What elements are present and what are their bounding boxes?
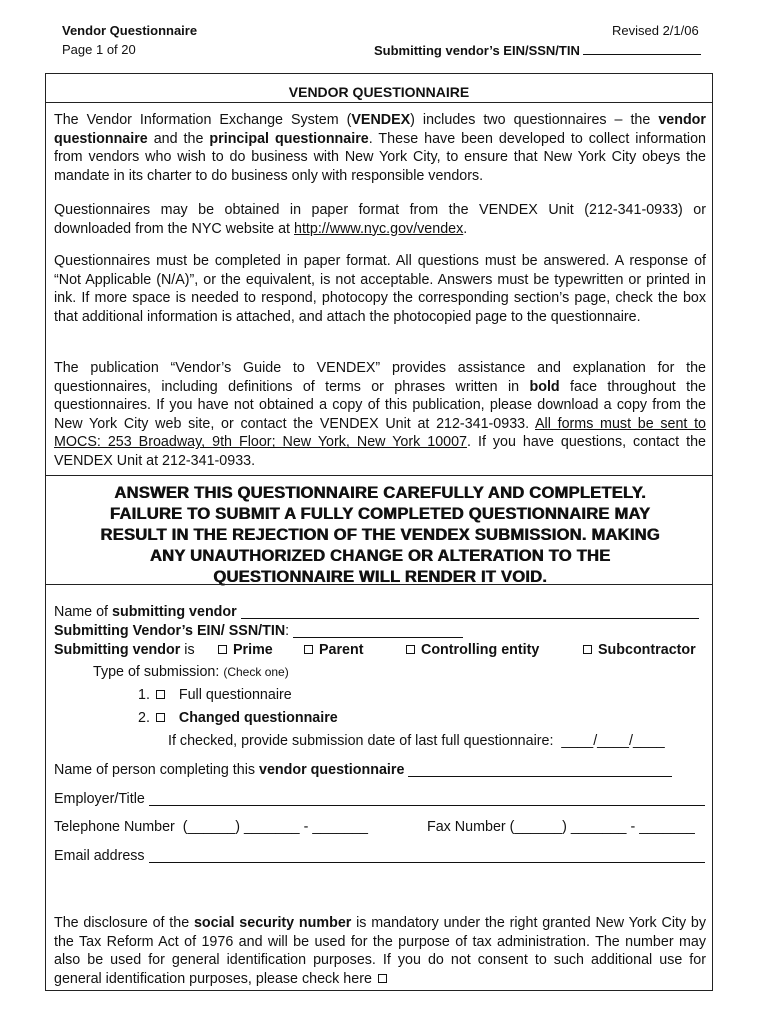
option-changed-questionnaire[interactable]: 2. Changed questionnaire — [138, 710, 338, 726]
option-full-questionnaire[interactable]: 1. Full questionnaire — [138, 687, 292, 703]
warning-notice: ANSWER THIS QUESTIONNAIRE CAREFULLY AND COMPLETELY. FAILURE TO SUBMIT A FULLY COMPLETED QUESTIONNAIRE MAY RESULT IN THE REJECTION OF THE VENDEX SUBMISSION. MAKING ANY UNAUTHORIZED CHANGE OR ALTERATION TO THE QUESTIONNAIRE WILL RENDER IT VOID. — [100, 483, 660, 586]
no-consent-checkbox[interactable] — [378, 974, 387, 983]
intro-paragraph: The Vendor Information Exchange System (VENDEX) includes two questionnaires – the vendor questionnaire and the principal questionnaire. These have been developed to collect information from vendors who wish to do business with New York City, to ensure that New York City obeys the mandate in its charter to do business only with responsible vendors. — [54, 112, 706, 184]
prime-checkbox[interactable] — [218, 645, 227, 654]
page-number: Page 1 of 20 — [62, 42, 136, 57]
questionnaire-form — [45, 73, 713, 991]
parent-checkbox[interactable] — [304, 645, 313, 654]
completion-paragraph: Questionnaires must be completed in paper format. All questions must be answered. A response of “Not Applicable (N/A)”, or the equivalent, is not acceptable. Answers must be typewritten or printed in ink. If more space is needed to respond, photocopy the corresponding section’s page, check the box that additional information is attached, and attach the photocopied page to the questionnaire. — [54, 253, 706, 325]
full-questionnaire-checkbox[interactable] — [156, 690, 165, 699]
vendex-link[interactable]: http://www.nyc.gov/vendex — [294, 220, 464, 237]
divider — [46, 475, 712, 476]
divider — [46, 584, 712, 585]
changed-questionnaire-checkbox[interactable] — [156, 713, 165, 722]
submitting-vendor-name-field[interactable]: Name of submitting vendor — [54, 604, 699, 620]
form-title: VENDOR QUESTIONNAIRE — [288, 84, 470, 100]
vendor-type-row: Submitting vendor is Prime Parent Controlling entity Subcontractor — [54, 642, 696, 658]
revised-date: Revised 2/1/06 — [612, 23, 699, 38]
subcontractor-checkbox[interactable] — [583, 645, 592, 654]
publication-paragraph: The publication “Vendor’s Guide to VENDEX” provides assistance and explanation for the questionnaires, including definitions of terms or phrases written in bold face throughout the questionnaires. If you have not obtained a copy of this publication, please download a copy from the New York City web site, or contact the VENDEX Unit at 212-341-0933. All forms must be sent to MOCS: 253 Broadway, 9th Floor; New York, New York 10007. If you have questions, contact the VENDEX Unit at 212-341-0933. — [54, 360, 707, 469]
obtain-paragraph: Questionnaires may be obtained in paper format from the VENDEX Unit (212-341-0933) or downloaded from the NYC website at http://www.nyc.gov/vendex. — [54, 202, 706, 237]
option-prime[interactable]: Prime — [216, 642, 273, 658]
fax-field[interactable]: Fax Number (______) _______ - _______ — [427, 819, 695, 835]
telephone-field[interactable]: Telephone Number (______) _______ - _______ — [54, 819, 368, 835]
completer-name-field[interactable]: Name of person completing this vendor questionnaire — [54, 762, 672, 778]
header-ein-field[interactable]: Submitting vendor’s EIN/SSN/TIN — [374, 42, 701, 58]
option-parent[interactable]: Parent — [302, 642, 364, 658]
submission-type-label: Type of submission: (Check one) — [93, 664, 289, 680]
option-subcontractor[interactable]: Subcontractor — [581, 642, 696, 658]
email-field[interactable]: Email address — [54, 848, 705, 864]
ssn-disclosure-paragraph: The disclosure of the social security number is mandatory under the right granted New York City by the Tax Reform Act of 1976 and will be used for the purpose of tax administration. The number may also be used for general identification purposes. If you do not consent to such additional use for general identification purposes, please check here — [54, 915, 707, 987]
divider — [46, 102, 712, 103]
form-title-header: Vendor Questionnaire — [62, 23, 198, 38]
ein-field[interactable]: Submitting Vendor’s EIN/ SSN/TIN: — [54, 623, 463, 639]
last-submission-date-field[interactable]: If checked, provide submission date of last full questionnaire: ____/____/____ — [168, 733, 665, 749]
employer-title-field[interactable]: Employer/Title — [54, 791, 705, 807]
option-controlling-entity[interactable]: Controlling entity — [404, 642, 539, 658]
controlling-entity-checkbox[interactable] — [406, 645, 415, 654]
